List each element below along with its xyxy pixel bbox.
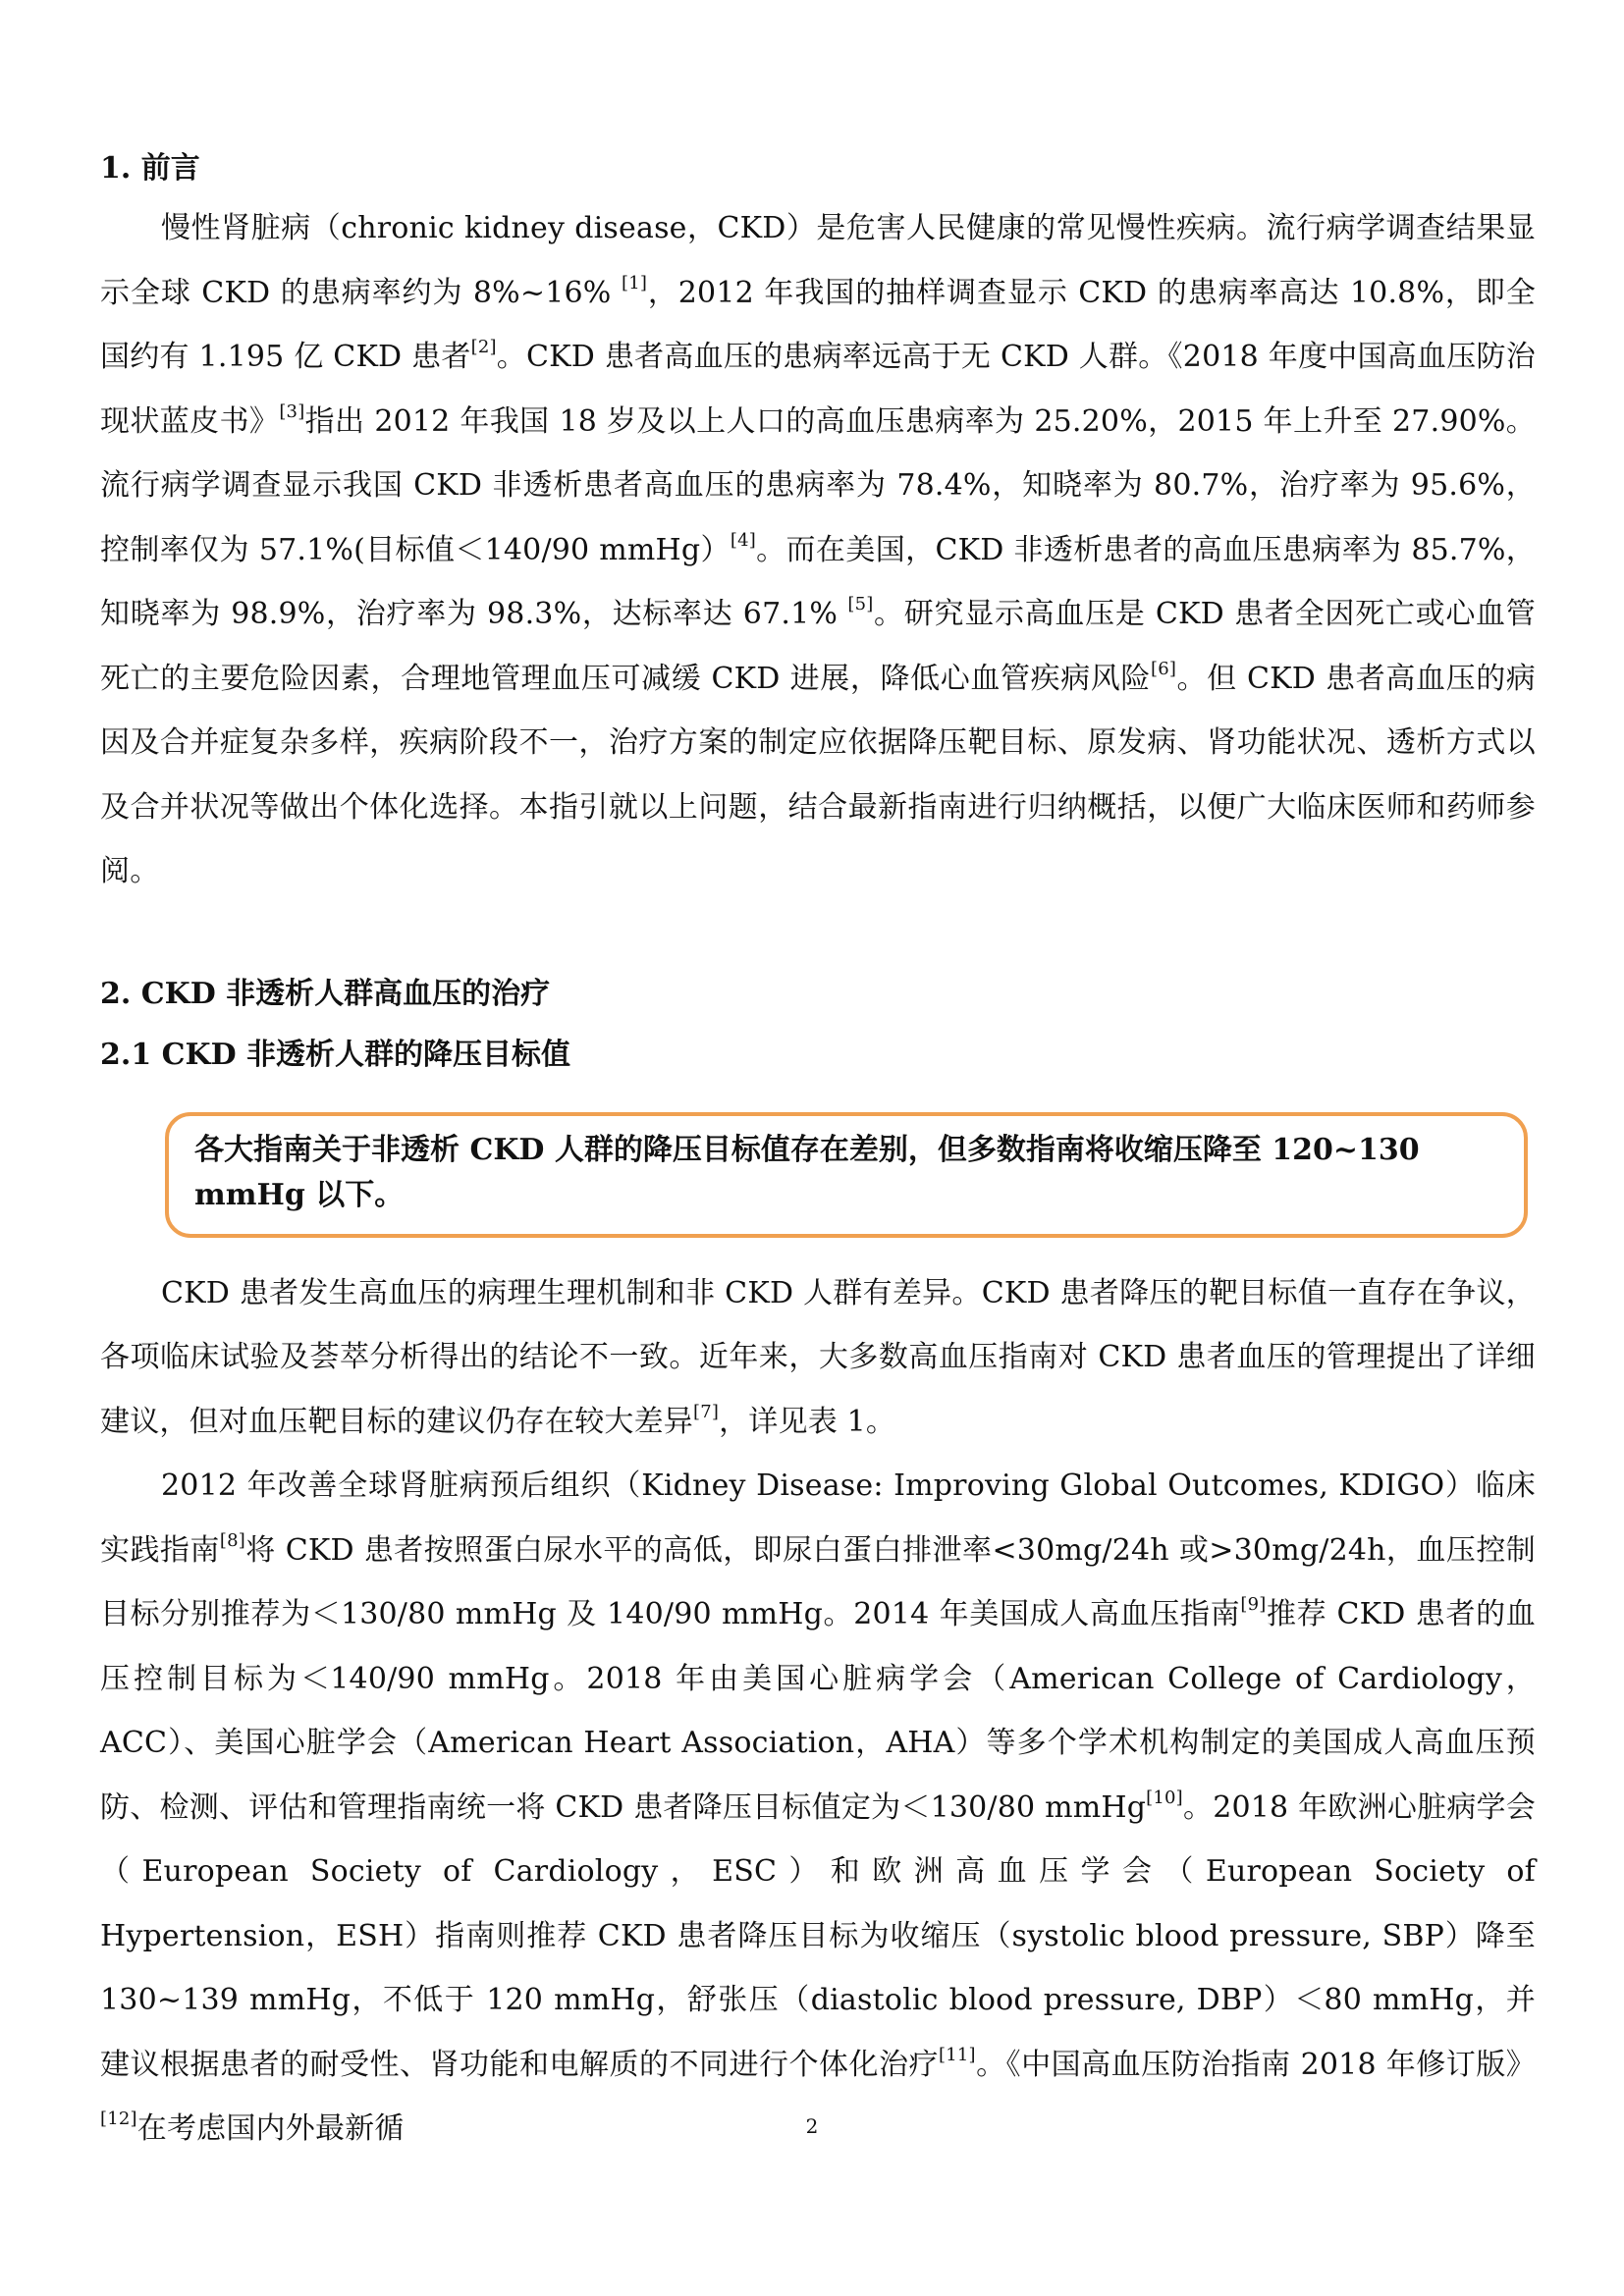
bp-target-paragraph-2 bbox=[100, 1454, 1536, 2162]
page-content bbox=[100, 147, 1536, 2162]
citation-ref: [4] bbox=[730, 529, 756, 551]
text-run: 。2018 年欧洲心脏病学会（European Society of Cardiology，ESC）和欧洲高血压学会（European Society of Hypertension，ESH）指南则推荐 CKD 患者降压目标为收缩压（systolic blood pressure, SBP）降至 130~139 mmHg，不低于 120 mmHg，舒张压（diastolic blood pressure, DBP）＜80 mmHg，并建议根据患者的耐受性、肾功能和电解质的不同进行个体化治疗 bbox=[100, 1789, 1537, 2082]
section-spacer bbox=[100, 904, 1536, 973]
citation-ref: [5] bbox=[847, 594, 874, 614]
citation-ref: [9] bbox=[1240, 1594, 1267, 1615]
section-heading-ckd-treatment: 2. CKD 非透析人群高血压的治疗 bbox=[100, 976, 551, 1011]
text-run: ，详见表 1。 bbox=[719, 1404, 896, 1439]
citation-ref: [7] bbox=[693, 1401, 720, 1422]
key-point-callout: 各大指南关于非透析 CKD 人群的降压目标值存在差别，但多数指南将收缩压降至 120~130 mmHg 以下。 bbox=[165, 1112, 1528, 1238]
citation-ref: [2] bbox=[470, 337, 497, 357]
introduction-paragraph bbox=[100, 196, 1536, 904]
text-run: 慢性肾脏病（chronic kidney disease，CKD）是危害人民健康的常见慢性疾病。流行病学调查结果显示全球 CKD 的患病率约为 8%~16% bbox=[100, 211, 1536, 310]
citation-ref: [12] bbox=[100, 2109, 137, 2129]
text-run: 指出 2012 年我国 18 岁及以上人口的高血压患病率为 25.20%，2015 年上升至 27.90%。流行病学调查显示我国 CKD 非透析患者高血压的患病率为 78.4%，知晓率为 80.7%，治疗率为 95.6%，控制率仅为 57.1%(目标值＜140/90 mmHg） bbox=[100, 403, 1536, 567]
text-run: 。《中国高血压防治指南 2018 年修订版》 bbox=[975, 2047, 1536, 2082]
citation-ref: [10] bbox=[1146, 1787, 1183, 1808]
citation-ref: [3] bbox=[279, 400, 305, 422]
text-run: ，2012 年我国的抽样调查显示 CKD 的患病率高达 10.8%，即全国约有 1.195 亿 CKD 患者 bbox=[100, 275, 1536, 374]
section-heading-introduction: 1. 前言 bbox=[100, 151, 200, 186]
text-run: 2012 年改善全球肾脏病预后组织（Kidney Disease: Improving Global Outcomes, KDIGO）临床实践指南 bbox=[100, 1468, 1536, 1568]
text-run: 。研究显示高血压是 CKD 患者全因死亡或心血管死亡的主要危险因素，合理地管理血压可减缓 CKD 进展，降低心血管疾病风险 bbox=[100, 597, 1536, 696]
page-number: 2 bbox=[805, 2114, 819, 2138]
citation-ref: [1] bbox=[621, 272, 648, 294]
text-run: 在考虑国内外最新循 bbox=[136, 2111, 405, 2146]
text-run: 将 CKD 患者按照蛋白尿水平的高低，即尿白蛋白排泄率<30mg/24h 或>30mg/24h，血压控制目标分别推荐为＜130/80 mmHg 及 140/90 mmHg。2014 年美国成人高血压指南 bbox=[100, 1532, 1536, 1631]
citation-ref: [11] bbox=[939, 2044, 976, 2065]
text-run: 推荐 CKD 患者的血压控制目标为＜140/90 mmHg。2018 年由美国心脏病学会（American College of Cardiology，ACC）、美国心脏学会（American Heart Association，AHA）等多个学术机构制定的美国成人高血压预防、检测、评估和管理指南统一将 CKD 患者降压目标值定为＜130/80 mmHg bbox=[100, 1597, 1536, 1825]
citation-ref: [6] bbox=[1151, 658, 1177, 679]
text-run: CKD 患者发生高血压的病理生理机制和非 CKD 人群有差异。CKD 患者降压的靶目标值一直存在争议，各项临床试验及荟萃分析得出的结论不一致。近年来，大多数高血压指南对 CKD 患者血压的管理提出了详细建议，但对血压靶目标的建议仍存在较大差异 bbox=[100, 1275, 1536, 1439]
text-run: 。而在美国，CKD 非透析患者的高血压患病率为 85.7%，知晓率为 98.9%，治疗率为 98.3%，达标率达 67.1% bbox=[100, 532, 1537, 631]
subsection-heading-bp-target: 2.1 CKD 非透析人群的降压目标值 bbox=[100, 1037, 571, 1072]
bp-target-paragraph-1 bbox=[100, 1261, 1536, 1455]
citation-ref: [8] bbox=[219, 1529, 245, 1551]
text-run: 。但 CKD 患者高血压的病因及合并症复杂多样，疾病阶段不一，治疗方案的制定应依据降压靶目标、原发病、肾功能状况、透析方式以及合并状况等做出个体化选择。本指引就以上问题，结合最新指南进行归纳概括，以便广大临床医师和药师参阅。 bbox=[100, 661, 1537, 888]
text-run: 。CKD 患者高血压的患病率远高于无 CKD 人群。《2018 年度中国高血压防治现状蓝皮书》 bbox=[100, 340, 1536, 439]
